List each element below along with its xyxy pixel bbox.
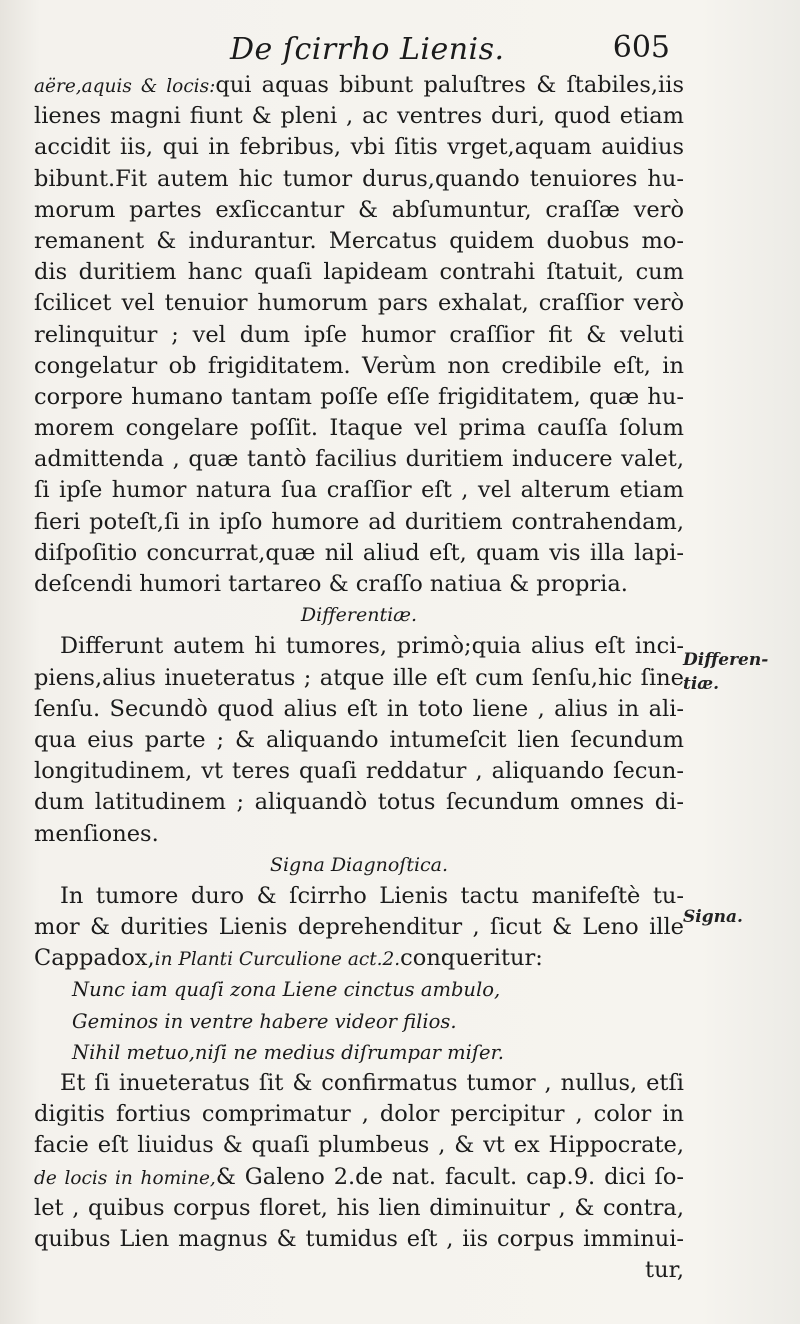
verse-line: Nihil metuo,niſi ne medius diſrumpar miſer. <box>72 1040 504 1064</box>
text-body <box>34 70 684 1286</box>
marginal-note-signa: Signa. <box>683 907 743 927</box>
text-line: diſpoſitio concurrat,quæ nil aliud eſt, quam vis illa lapi- <box>34 539 684 566</box>
text-line: corpore humano tantam poſſe eſſe frigiditatem, quæ hu- <box>34 383 684 410</box>
text-line: dum latitudinem ; aliquandò totus ſecundum omnes di- <box>34 789 684 816</box>
text-line: quibus Lien magnus & tumidus eſt , iis corpus imminui- <box>34 1225 684 1252</box>
text-line: aëre,aquis & locis:qui aquas bibunt paluſtres & ſtabiles,iis <box>34 72 684 98</box>
text-line: ſcilicet vel tenuior humorum pars exhalat, craſſior verò <box>34 290 684 317</box>
text-line: fieri poteſt,ſi in ipſo humore ad duritiem contrahendam, <box>34 508 684 535</box>
section-heading-differentiae: Differentiæ. <box>300 604 418 627</box>
text-line: ſenſu. Secundò quod alius eſt in toto liene , alius in ali- <box>34 695 684 722</box>
text-line: morum partes exſiccantur & abſumuntur, craſſæ verò <box>34 196 684 223</box>
text-line: admittenda , quæ tantò facilius duritiem inducere valet, <box>34 446 684 473</box>
verse-line: Nunc iam quaſi zona Liene cinctus ambulo, <box>72 978 501 1002</box>
text-line: relinquitur ; vel dum ipſe humor craſſior fit & veluti <box>34 321 684 348</box>
text-line: menſiones. <box>34 820 159 847</box>
text-line: Cappadox,in Planti Curculione act.2.conqueritur: <box>34 945 543 972</box>
running-head <box>230 30 670 74</box>
text-line: bibunt.Fit autem hic tumor durus,quando tenuiores hu- <box>34 165 684 192</box>
running-head-title: De ſcirrho Lienis. <box>230 32 505 67</box>
catchword: tur, <box>645 1257 684 1284</box>
text-line: piens,alius inueteratus ; atque ille eſt cum ſenſu,hic ſine <box>34 664 684 691</box>
text-line: morem congelare poſſit. Itaque vel prima cauſſa ſolum <box>34 415 684 442</box>
text-line: dis duritiem hanc quaſi lapideam contrahi ſtatuit, cum <box>34 259 684 286</box>
text-line: ſi ipſe humor natura ſua craſſior eſt , vel alterum etiam <box>34 477 684 504</box>
text-line: remanent & indurantur. Mercatus quidem duobus mo- <box>34 227 684 254</box>
page-number: 605 <box>612 30 670 65</box>
text-line: accidit iis, qui in febribus, vbi ſitis vrget,aquam auidius <box>34 134 684 161</box>
text-line: lienes magni fiunt & pleni , ac ventres duri, quod etiam <box>34 103 684 130</box>
text-line: Differunt autem hi tumores, primò;quia alius eſt inci- <box>60 633 684 660</box>
text-line: facie eſt liuidus & quaſi plumbeus , & vt ex Hippocrate, <box>34 1132 684 1159</box>
text-line: qua eius parte ; & aliquando intumeſcit lien ſecundum <box>34 726 684 753</box>
text-line: congelatur ob frigiditatem. Verùm non credibile eſt, in <box>34 352 684 379</box>
text-line: mor & durities Lienis deprehenditur , ſicut & Leno ille <box>34 914 684 941</box>
text-line: digitis fortius comprimatur , dolor percipitur , color in <box>34 1101 684 1128</box>
text-line: longitudinem, vt teres quaſi reddatur , aliquando ſecun- <box>34 758 684 785</box>
verse-line: Geminos in ventre habere videor filios. <box>72 1009 457 1033</box>
section-heading-signa: Signa Diagnoſtica. <box>269 853 449 876</box>
marginal-note-differentiae: Differen- tiæ. <box>683 650 769 694</box>
text-line: Et ſi inueteratus ſit & confirmatus tumor , nullus, etſi <box>60 1070 684 1096</box>
text-line: let , quibus corpus floret, his lien diminuitur , & contra, <box>34 1194 684 1221</box>
text-line: de locis in homine,& Galeno 2.de nat. facult. cap.9. dici ſo- <box>34 1163 684 1190</box>
text-line: deſcendi humori tartareo & craſſo natiua & propria. <box>34 571 628 597</box>
text-line: In tumore duro & ſcirrho Lienis tactu manifeſtè tu- <box>60 882 684 909</box>
